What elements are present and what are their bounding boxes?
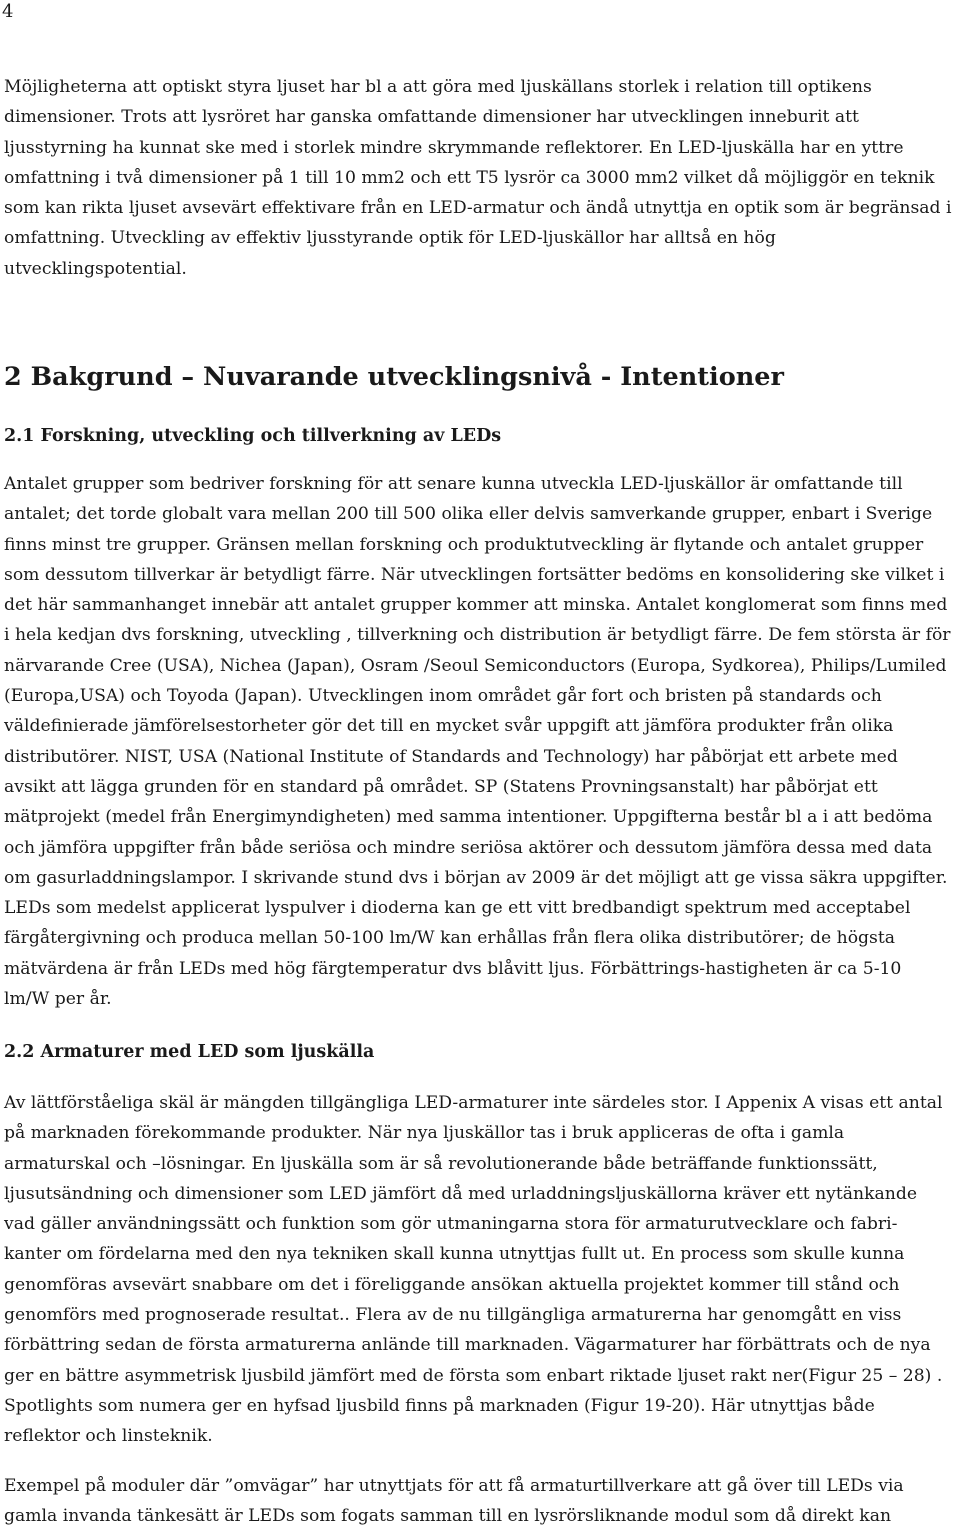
page-number: 4 (2, 1, 14, 22)
intro-paragraph: Möjligheterna att optiskt styra ljuset har bl a att göra med ljuskällans storlek i relation till optikens dimensioner. Trots att lysröret har ganska omfattande dimensioner har utvecklingen inneburit att ljusstyrning ha kunnat ske med i storlek mindre skrymmande reflektorer. En LED-ljuskälla har en yttre omfattning i två dimensioner på 1 till 10 mm2 och ett T5 lysrör ca 3000 mm2 vilket då möjliggör en teknik som kan rikta ljuset avsevärt effektivare från en LED-armatur och ändå utnyttja en optik som är begränsad i omfattning. Utveckling av effektiv ljusstyrande optik för LED-ljuskällor har alltså en hög utvecklingspotential. (4, 77, 952, 279)
armatures-paragraph: Av lättförståeliga skäl är mängden tillgängliga LED-armaturer inte särdeles stor. I Appenix A visas ett antal på marknaden förekommande produkter. När nya ljuskällor tas i bruk appliceras de ofta i gamla armaturskal och –lösningar. En ljuskälla som är så revolutionerande både beträffande funktionssätt, ljusutsändning och dimensioner som LED jämfört då med urladdningsljuskällorna kräver ett nytänkande vad gäller användningssätt och funktion som gör utmaningarna stora för armaturutvecklare och fabri-kanter om fördelarna med den nya tekniken skall kunna utnyttjas fullt ut. En process som skulle kunna genomföras avsevärt snabbare om det i föreliggande ansökan aktuella projektet kommer till stånd och genomförs med prognoserade resultat.. Flera av de nu tillgängliga armaturerna har genomgått en viss förbättring sedan de första armaturerna anlände till marknaden. Vägarmaturer har förbättrats och de nya ger en bättre asymmetrisk ljusbild jämfört med de första som enbart riktade ljuset rakt ner(Figur 25 – 28) . Spotlights som numera ger en hyfsad ljusbild finns på marknaden (Figur 19-20). Här utnyttjas både reflektor och linsteknik. (4, 1093, 943, 1447)
section-heading-2-2: 2.2 Armaturer med LED som ljuskälla (4, 1042, 375, 1062)
research-paragraph: Antalet grupper som bedriver forskning för att senare kunna utveckla LED-ljuskällor är omfattande till antalet; det torde globalt vara mellan 200 till 500 olika eller delvis samverkande grupper, enbart i Sverige finns minst tre grupper. Gränsen mellan forskning och produktutveckling är flytande och antalet grupper som dessutom tillverkar är betydligt färre. När utvecklingen fortsätter bedöms en konsolidering ske vilket i det här sammanhanget innebär att antalet grupper kommer att minska. Antalet konglomerat som finns med i hela kedjan dvs forskning, utveckling , tillverkning och distribution är betydligt färre. De fem största är för närvarande Cree (USA), Nichea (Japan), Osram /Seoul Semiconductors (Europa, Sydkorea), Philips/Lumiled (Europa,USA) och Toyoda (Japan). Utvecklingen inom området går fort och bristen på standards och väldefinierade jämförelsestorheter gör det till en mycket svår uppgift att jämföra produkter från olika distributörer. NIST, USA (National Institute of Standards and Technology) har påbörjat ett arbete med avsikt att lägga grunden för en standard på området. SP (Statens Provningsanstalt) har påbörjat ett mätprojekt (medel från Energimyndigheten) med samma intentioner. Uppgifterna består bl a i att bedöma och jämföra uppgifter från både seriösa och mindre seriösa aktörer och dessutom jämföra dessa med data om gasurladdningslampor. I skrivande stund dvs i början av 2009 är det möjligt att ge vissa säkra uppgifter. LEDs som medelst applicerat lyspulver i dioderna kan ge ett vitt bredbandigt spektrum med acceptabel färgåtergivning och produca mellan 50-100 lm/W kan erhållas från flera olika distributörer; de högsta mätvärdena är från LEDs med hög färgtemperatur dvs blåvitt ljus. Förbättrings-hastigheten är ca 5-10 lm/W per år. (4, 474, 951, 1010)
section-heading-2-1: 2.1 Forskning, utveckling och tillverkning av LEDs (4, 426, 502, 446)
section-heading-2: 2 Bakgrund – Nuvarande utvecklingsnivå - Intentioner (4, 362, 784, 392)
modules-paragraph: Exempel på moduler där ”omvägar” har utnyttjats för att få armaturtillverkare att gå över till LEDs via gamla invanda tänkesätt är LEDs som fogats samman till en lysrörsliknande modul som då direkt kan (4, 1476, 904, 1527)
